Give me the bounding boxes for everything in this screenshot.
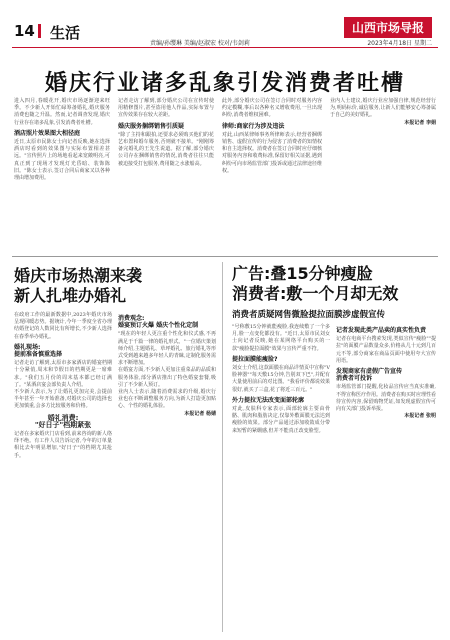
article3-column-2 [336, 324, 436, 420]
article1-lead: 进入四月,春暖花开,婚庆市场逐渐迎来旺季。不少新人开始忙碌筹备婚礼,婚庆服务消费也随之升温。然而,记者调查发现,婚庆行业存在诸多乱象,引发消费者吐槽。 [14, 98, 110, 126]
article2-box-title [14, 415, 112, 429]
article2-subhead-2-b: 婚宴预订火爆 婚庆个性化定制 [118, 322, 199, 330]
article1-column-4 [330, 98, 436, 127]
article2-subhead-2-a: 消费观念: [118, 315, 145, 322]
article1-column-3 [222, 98, 322, 175]
article2-author: 本报记者 杨婧 [184, 410, 216, 417]
article3-para-5: 市场监管部门提醒,化妆品宣传应当真实准确,不得宣称医疗作用。消费者在购买时应理性看待宣传内容,保留购物凭证,如发现虚假宣传可向有关部门投诉举报。 [336, 384, 437, 413]
article2-para-5: 在婚宴方面,不少新人更加注重菜品的品质和服务体验,部分酒店推出了特色婚宴套餐,吸引了不少新人预订。 [118, 367, 216, 388]
article1-author: 本报记者 李娟 [404, 119, 436, 126]
main-headline: 婚庆行业诸多乱象引发消费者吐槽 [44, 71, 405, 96]
article3-para-3: 对此,皮肤科专家表示,面部轮廓主要由骨骼、肌肉和脂肪决定,仅靠外敷面膜无法达到瘦脸的效果。部分产品通过添加收敛成分带来短暂的紧绷感,但并不能真正改变脸型。 [232, 406, 330, 434]
section-title: 生活 [50, 24, 81, 42]
article2-box-title-b: "好日子"档期紧张 [34, 420, 92, 429]
article2-column-1 [14, 312, 112, 460]
section-marker [38, 24, 41, 38]
date-line: 2023年4月18日 星期二 [367, 40, 432, 47]
article3-para-4: 记者在电商平台搜索发现,类似宣传"瘦脸""提拉"的面膜产品数量众多,价格从几十元到几百元不等,部分商家在商品页面中使用夸大宣传用语。 [336, 336, 436, 364]
article2-subhead-1-b: 提前准备慎重选择 [14, 351, 63, 359]
article3-subhead-3: 记者发现此类产品卖的真实性负责 [336, 327, 427, 334]
article1-subhead-2: 婚庆服务捆绑销售引质疑 [118, 122, 185, 130]
article3-headline [232, 264, 432, 304]
article2-box-title-a: 婚礼消费: [47, 413, 79, 422]
article1-subhead-1: 酒店照片效果图大相径庭 [14, 129, 81, 137]
article2-headline-line-2: 新人扎堆办婚礼 [14, 286, 127, 305]
article3-para-1: "号称敷15分钟就能瘦脸,我连续敷了一个多月,脸一点变化都没有。"近日,太原市民刘女士向记者反映,她在某网络平台购买的一款"瘦脸提拉面膜"效果与宣传严重不符。 [232, 324, 330, 352]
article3-column-1 [232, 324, 330, 435]
article1-para-4: 此外,部分婚庆公司在签订合同时对服务内容约定模糊,事后以各种名义增收费用,一旦出现纠纷,消费者维权困难。 [222, 98, 322, 119]
article1-para-2: 记者走访了解到,部分婚庆公司在宣传时使用精修图片,甚至盗用他人作品,实际布置与宣传效果存在较大差距。 [118, 98, 214, 119]
article2-subhead-1-a: 婚礼现场: [14, 343, 41, 351]
article1-para-6: 业内人士建议,婚庆行业应加强自律,规范经营行为,明码标价,诚信服务,让新人们能够安心筹备属于自己的美好婚礼。 [330, 98, 436, 119]
article3-subheadline: 消费者质疑网售微脸提拉面膜涉虚假宣传 [232, 310, 386, 320]
article3-subhead-4-b: 消费者可投诉 [336, 375, 373, 383]
article3-headline-line-2: 消费者:敷一个月却无效 [232, 284, 399, 303]
section-divider [12, 256, 438, 257]
article2-column-2 [118, 312, 216, 418]
article2-para-2: 不少新人表示,为了让婚礼更加完美,会提前半年甚至一年开始准备,对婚庆公司的选择也更加慎重,会多方比较服务和价格。 [14, 389, 112, 410]
article3-author: 本报记者 张明 [404, 413, 436, 420]
editor-line: 责编/孙缨琳 美编/赵淑宏 校对/韦剑莉 [150, 40, 250, 47]
article2-para-3: 记者在多家婚庆门店看到,前来咨询的新人络绎不绝。有工作人员告诉记者,今年的订单量相比去年明显增加,"好日子"的档期尤其抢手。 [14, 431, 112, 459]
article3-subhead-1: 提拉面膜能瘦脸? [232, 355, 278, 363]
article1-column-2 [118, 98, 214, 168]
article3-subhead-2: 外力提拉无法改变面部轮廓 [232, 396, 305, 404]
page-header [0, 0, 450, 50]
article2-headline-line-1: 婚庆市场热潮来袭 [14, 266, 143, 285]
article2-subhead-2 [118, 315, 216, 329]
article2-para-1: 记者走访了解到,太原市多家酒店的婚宴档期十分紧俏,周末和节假日的档期更是一席难求。"我们五月份的周末基本都已经订满了。"某酒店宴会部负责人介绍。 [14, 360, 112, 388]
article2-lead: 在政府工作的最新数据中,2023年婚庆市场呈现回暖态势。据统计,今年一季度全省办理结婚登记的人数同比有所增长,不少新人选择在春季举办婚礼。 [14, 312, 112, 340]
page-number: 14 [14, 22, 35, 40]
article1-para-1: 近日,太原市民陈女士向记者反映,她在选择酒店时看到的效果图与实际布置相差甚远。"宣传照片上的场地看起来宽敞明亮,可真正到了现场才发现灯光昏暗、装饰陈旧。"陈女士表示,签订合同后商家又以各种理由增加费用。 [14, 139, 110, 182]
column-divider [222, 262, 223, 632]
article1-subhead-3: 律师:商家行为涉及违法 [222, 122, 285, 130]
article3-subhead-4 [336, 368, 436, 382]
article1-para-3: "除了主持和跟拍,还要求必须购买他们的花艺布置和婚车服务,否则就不接单。"刚刚筹备完婚礼的王先生说道。据了解,部分婚庆公司存在捆绑销售的情况,消费者往往只能被迫接受打包服务,费用随之水涨船高。 [118, 131, 214, 167]
article2-para-6: 业内人士表示,随着消费需求的升级,婚庆行业也在不断调整服务方向,为新人打造更加贴心、个性的婚礼体验。 [118, 389, 216, 410]
header-rule [12, 47, 438, 48]
article3-subhead-4-a: 发现商家有虚假广告宣传 [336, 368, 403, 376]
article3-headline-line-1: 广告:叠15分钟瘦脸 [232, 264, 373, 283]
paper-name: 山西市场导报 [344, 17, 432, 38]
article2-para-4: "现在的年轻人更注重个性化和仪式感,不再满足于千篇一律的婚礼形式。"一位婚庆策划师介绍,主题婚礼、草坪婚礼、旅行婚礼等形式受到越来越多年轻人的青睐,定制化服务需求不断增加。 [118, 331, 216, 367]
article2-subhead-1 [14, 344, 112, 358]
article1-para-5: 对此,山西某律师事务所律师表示,经营者捆绑销售、虚假宣传的行为侵害了消费者的知情权和自主选择权。消费者在签订合同时应仔细核对服务内容和收费标准,保留好相关证据,遇到纠纷可向市场监管部门投诉或通过法律途径维权。 [222, 131, 323, 174]
article1-column-1 [14, 98, 110, 182]
article3-para-2: 刘女士介绍,这款面膜在商品详情页中宣称"V脸神器""每天敷15分钟,告别双下巴",并配有大量使用前后的对比图。"我看评价都说效果很好,就买了三盒,花了将近三百元。" [232, 365, 330, 393]
article2-headline [14, 266, 184, 306]
